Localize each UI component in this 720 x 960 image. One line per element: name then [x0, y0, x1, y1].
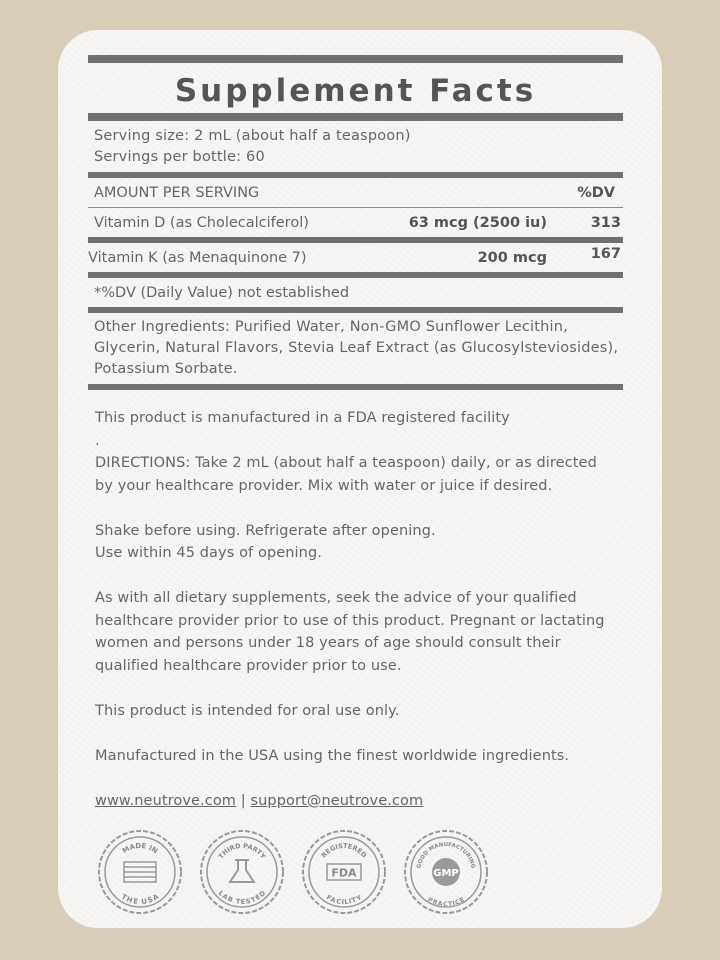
- advice-line: qualified healthcare provider prior to use.: [95, 657, 402, 674]
- manufactured-statement: Manufactured in the USA using the finest worldwide ingredients.: [95, 747, 570, 764]
- svg-text:LAB TESTED: LAB TESTED: [216, 889, 268, 907]
- contact-links: [95, 790, 635, 813]
- dv-note: *%DV (Daily Value) not established: [94, 285, 350, 301]
- advice-line: healthcare provider prior to use of this product. Pregnant or lactating: [95, 612, 605, 629]
- nutrient-name: Vitamin K (as Menaquinone 7): [88, 250, 307, 266]
- advice-line: women and persons under 18 years of age should consult their: [95, 635, 561, 651]
- storage-line: Shake before using. Refrigerate after opening.: [95, 522, 436, 539]
- rule-under-title: [88, 113, 623, 121]
- website-link[interactable]: www.neutrove.com: [95, 792, 237, 809]
- directions-line: DIRECTIONS: Take 2 mL (about half a teaspoon) daily, or as directed: [95, 455, 597, 471]
- supplement-facts-panel: [88, 55, 623, 390]
- gmp-badge-icon: [402, 828, 490, 916]
- third-party-lab-tested-badge-icon: [198, 828, 286, 916]
- svg-text:FDA: FDA: [331, 866, 357, 880]
- made-in-usa-badge-icon: [96, 828, 184, 916]
- link-separator: |: [240, 792, 246, 809]
- svg-text:GMP: GMP: [433, 868, 459, 879]
- rule-top: [88, 55, 623, 63]
- stray-dot: .: [95, 432, 100, 449]
- rule-bottom: [88, 384, 623, 390]
- nutrient-dv: 167: [590, 246, 621, 262]
- svg-text:FACILITY: FACILITY: [324, 893, 363, 907]
- serving-size: Serving size: 2 mL (about half a teaspoon): [94, 128, 411, 144]
- nutrient-name: Vitamin D (as Cholecalciferol): [94, 215, 309, 231]
- svg-text:THE USA: THE USA: [119, 892, 161, 907]
- other-ingredients-line: Potassium Sorbate.: [94, 361, 238, 377]
- label-body-text: [95, 407, 635, 812]
- nutrient-amount: 63 mcg (2500 iu): [408, 215, 547, 231]
- fda-registered-facility-badge-icon: [300, 828, 388, 916]
- svg-text:THIRD PARTY: THIRD PARTY: [216, 841, 268, 861]
- table-row: [88, 243, 623, 272]
- nutrient-amount: 200 mcg: [477, 250, 547, 266]
- oral-use-statement: This product is intended for oral use only.: [95, 702, 400, 719]
- storage-line: Use within 45 days of opening.: [95, 545, 322, 561]
- amount-header-row: [88, 178, 623, 207]
- svg-text:MADE IN: MADE IN: [121, 841, 160, 856]
- email-link[interactable]: support@neutrove.com: [250, 792, 424, 809]
- nutrient-dv: 313: [590, 215, 621, 231]
- svg-text:PRACTICE: PRACTICE: [426, 896, 466, 909]
- facility-statement: This product is manufactured in a FDA registered facility: [95, 410, 510, 426]
- other-ingredients-line: Other Ingredients: Purified Water, Non-GMO Sunflower Lecithin,: [94, 319, 568, 335]
- supplement-facts-title: Supplement Facts: [174, 73, 537, 109]
- amount-per-serving-header: AMOUNT PER SERVING: [94, 185, 260, 201]
- svg-text:REGISTERED: REGISTERED: [319, 841, 369, 860]
- dv-note-row: [88, 278, 623, 307]
- dv-header: %DV: [577, 185, 615, 201]
- servings-per-bottle: Servings per bottle: 60: [94, 149, 265, 165]
- table-row: [88, 208, 623, 237]
- other-ingredients-line: Glycerin, Natural Flavors, Stevia Leaf Extract (as Glucosylsteviosides),: [94, 340, 619, 356]
- advice-line: As with all dietary supplements, seek the advice of your qualified: [95, 590, 577, 606]
- svg-text:GOOD MANUFACTURING: GOOD MANUFACTURING: [416, 841, 476, 870]
- directions-line: by your healthcare provider. Mix with water or juice if desired.: [95, 477, 553, 494]
